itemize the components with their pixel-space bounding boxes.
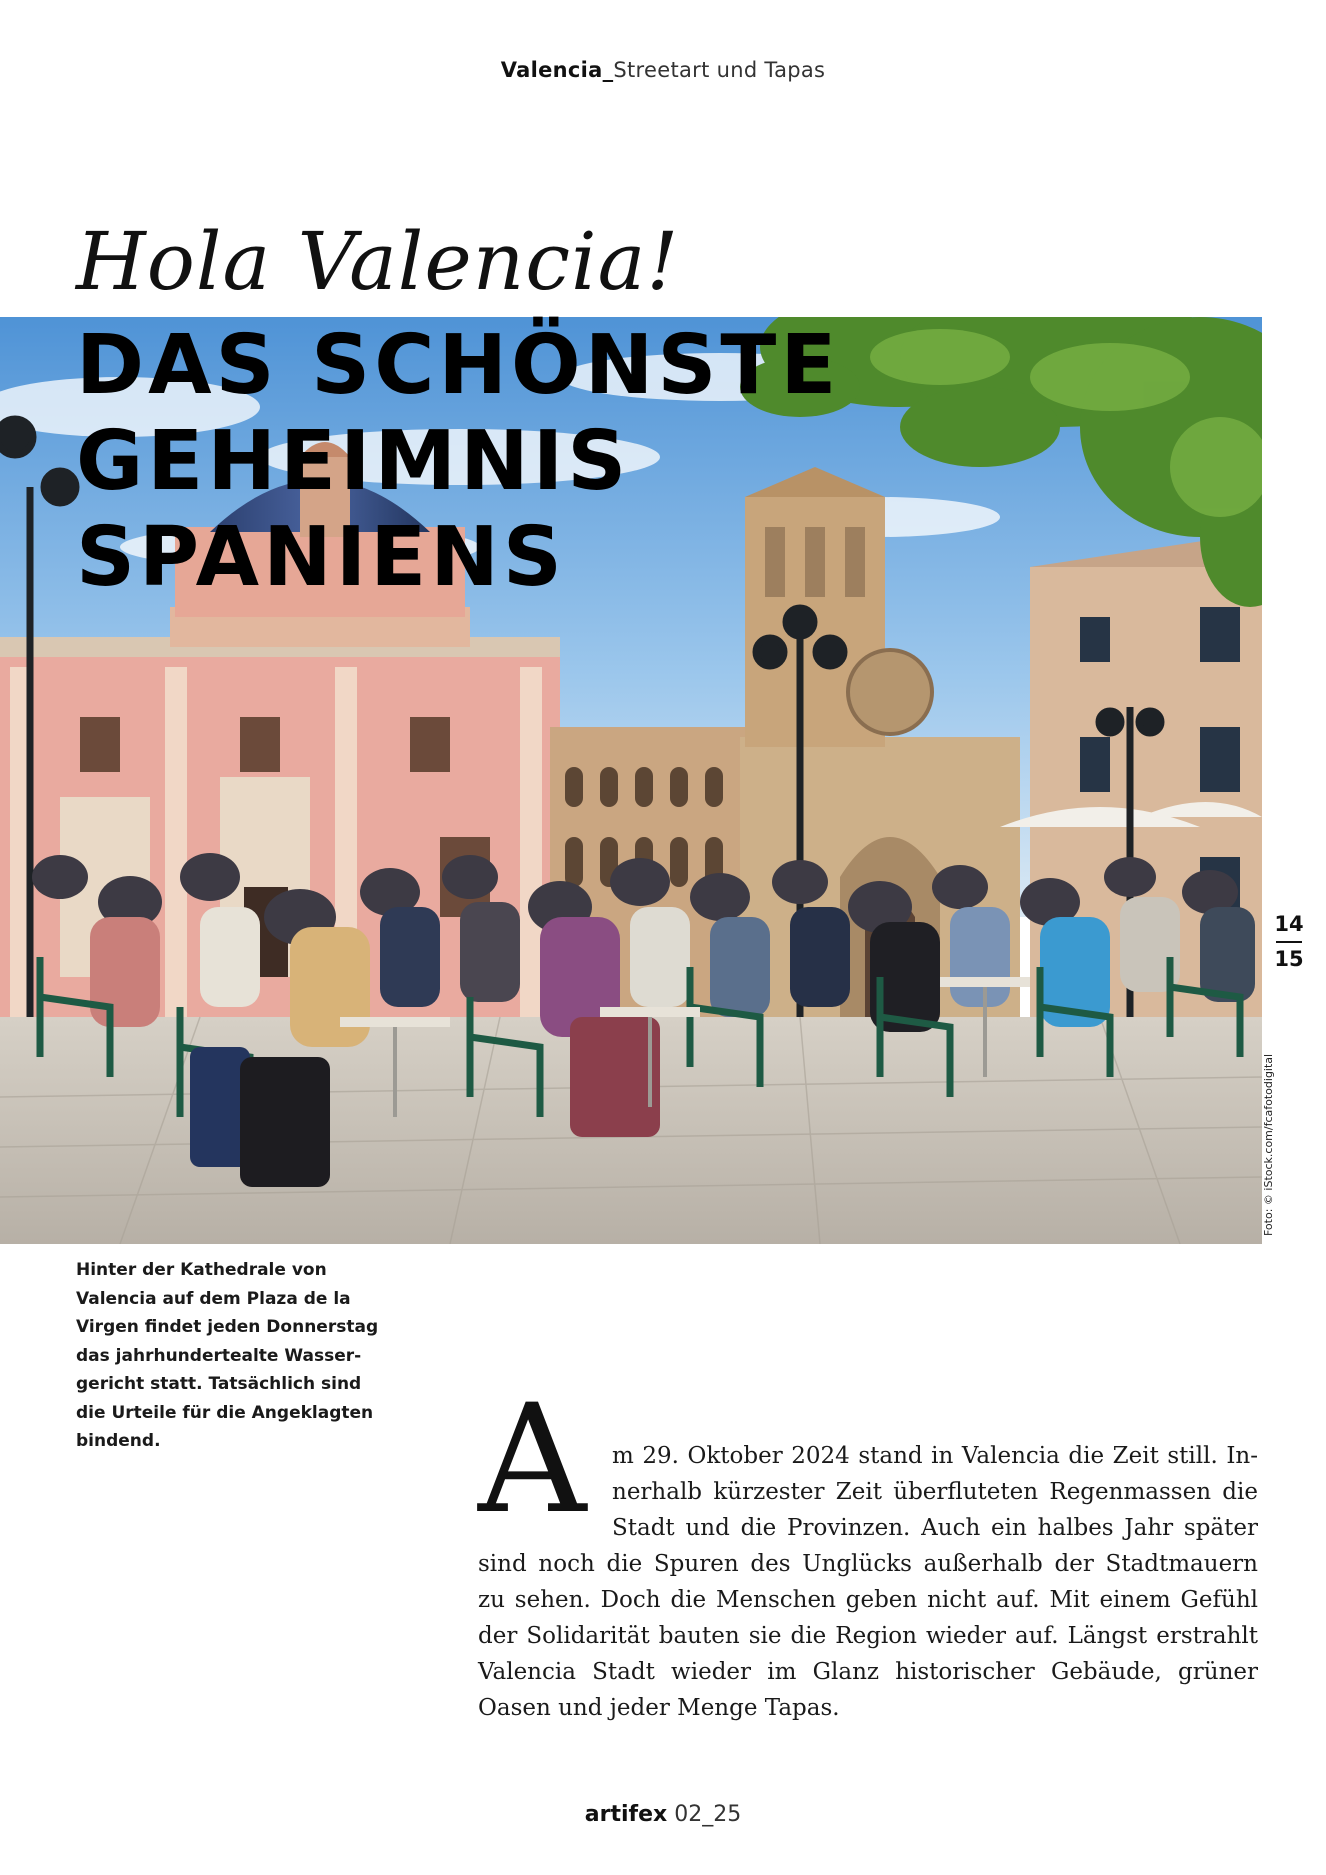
headline xyxy=(76,318,840,606)
body-line: m 29. Oktober 2024 stand in Valencia die Zeit still. In- xyxy=(612,1443,1258,1469)
page-numbers xyxy=(1274,914,1304,970)
headline-line: GEHEIMNIS xyxy=(76,414,631,509)
photo-credit: Foto: © iStock.com/fcafotodigital xyxy=(1262,1053,1275,1236)
page-number-divider xyxy=(1276,941,1302,943)
caption-line: Valencia auf dem Plaza de la xyxy=(76,1288,351,1309)
body-line: sind noch die Spuren des Unglücks außerhalb der Stadtmauern xyxy=(478,1551,1258,1577)
running-head-topic: Streetart und Tapas xyxy=(613,58,826,82)
caption-line: gericht statt. Tatsächlich sind xyxy=(76,1374,362,1394)
body-line: nerhalb kürzester Zeit überfluteten Regenmassen die xyxy=(612,1479,1258,1505)
magazine-brand: artifex xyxy=(584,1802,668,1827)
headline-line: DAS SCHÖNSTE xyxy=(76,318,841,413)
running-head-section: Valencia_ xyxy=(500,58,614,82)
caption-line: Virgen findet jeden Donnerstag xyxy=(76,1317,379,1337)
page-number-left: 14 xyxy=(1274,912,1304,936)
caption-line: Hinter der Kathedrale von xyxy=(76,1260,327,1280)
drop-cap: A xyxy=(478,1373,587,1547)
caption-line: die Urteile für die Angeklagten xyxy=(76,1402,374,1423)
body-line: der Solidarität bauten sie die Region wieder auf. Längst erstrahlt xyxy=(478,1623,1258,1649)
kicker-title: Hola Valencia! xyxy=(76,215,680,308)
article-intro xyxy=(478,1373,1258,1726)
caption-line: bindend. xyxy=(76,1431,161,1451)
footer xyxy=(0,1802,1326,1827)
body-line: zu sehen. Doch die Menschen geben nicht auf. Mit einem Gefühl xyxy=(478,1587,1258,1613)
page-number-right: 15 xyxy=(1274,947,1304,971)
photo-caption xyxy=(76,1256,379,1456)
body-line: Stadt und die Provinzen. Auch ein halbes Jahr später xyxy=(612,1515,1258,1541)
issue-number: 02_25 xyxy=(667,1802,742,1827)
running-head xyxy=(0,58,1326,82)
headline-line: SPANIENS xyxy=(76,510,566,605)
body-line: Oasen und jeder Menge Tapas. xyxy=(478,1695,840,1721)
body-line: Valencia Stadt wieder im Glanz historischer Gebäude, grüner xyxy=(478,1659,1258,1685)
caption-line: das jahrhundertealte Wasser- xyxy=(76,1345,362,1366)
